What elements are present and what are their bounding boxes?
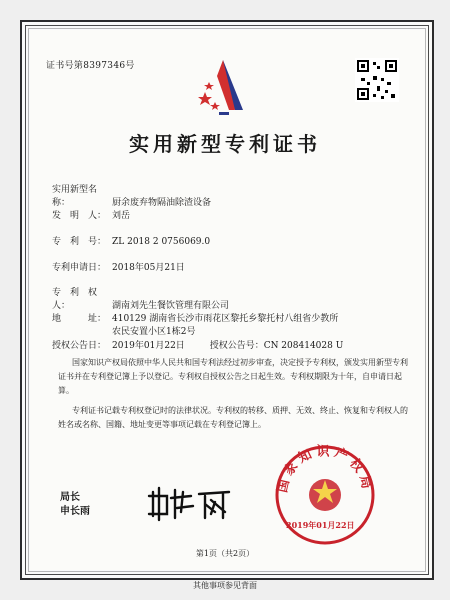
field-grant-date: [52, 338, 343, 351]
field-patentee: [52, 285, 229, 311]
field-value: 410129 湖南省长沙市雨花区黎托乡黎托村八组省少教所: [112, 314, 339, 324]
back-note: 其他事项参见背面: [193, 581, 257, 590]
director-title: 局长: [60, 492, 80, 503]
field-patent-number: [52, 234, 210, 247]
paragraph-grant: 国家知识产权局依照中华人民共和国专利法经过初步审查，决定授予专利权，颁发实用新型专利证书并在专利登记簿上予以登记。专利权自授权公告之日起生效。专利权期限为十年，自申请日起算。: [58, 358, 408, 395]
field-address: [52, 311, 338, 324]
signature: [145, 482, 235, 524]
paragraph-legal-status: 专利证书记载专利权登记时的法律状况。专利权的转移、质押、无效、终止、恢复和专利权人的姓名或名称、国籍、地址变更等事项记载在专利登记簿上。: [58, 406, 408, 429]
seal-text: 国家知识产权局: [275, 444, 375, 495]
field-value: 2019年01月22日: [112, 341, 185, 351]
field-label: 地 址：: [52, 314, 107, 324]
field-inventor: [52, 208, 130, 221]
field-name: [52, 182, 211, 208]
field-label: 专 利 号：: [52, 237, 107, 247]
field-address-line2: 农民安置小区1栋2号: [112, 327, 196, 337]
field-value: 刘岳: [112, 211, 131, 221]
patent-office-logo-icon: [195, 56, 251, 118]
field-label: 专 利 权 人：: [52, 288, 107, 311]
field-value: 厨余废弃物隔油除渣设备: [112, 198, 212, 208]
official-seal-stamp: [270, 440, 380, 550]
document-title: 实用新型专利证书: [129, 132, 321, 156]
qr-code-icon: [355, 58, 399, 102]
field-application-date: [52, 260, 185, 273]
field-value: 湖南刘先生餐饮管理有限公司: [112, 301, 230, 311]
field-value: ZL 2018 2 0756069.0: [112, 237, 211, 247]
certificate-number: 证书号第8397346号: [46, 61, 135, 71]
seal-date: 2019年01月22日: [286, 520, 355, 530]
field-label: 发 明 人：: [52, 211, 107, 221]
director-name: 申长雨: [60, 506, 90, 517]
field-value: 2018年05月21日: [112, 263, 185, 273]
field-label: 专利申请日：: [52, 263, 107, 273]
field-grant-number: 授权公告号：CN 208414028 U: [209, 341, 344, 351]
field-label: 实用新型名称：: [52, 185, 98, 208]
page-number: 第1页（共2页）: [195, 549, 255, 558]
field-label: 授权公告日：: [52, 341, 107, 351]
